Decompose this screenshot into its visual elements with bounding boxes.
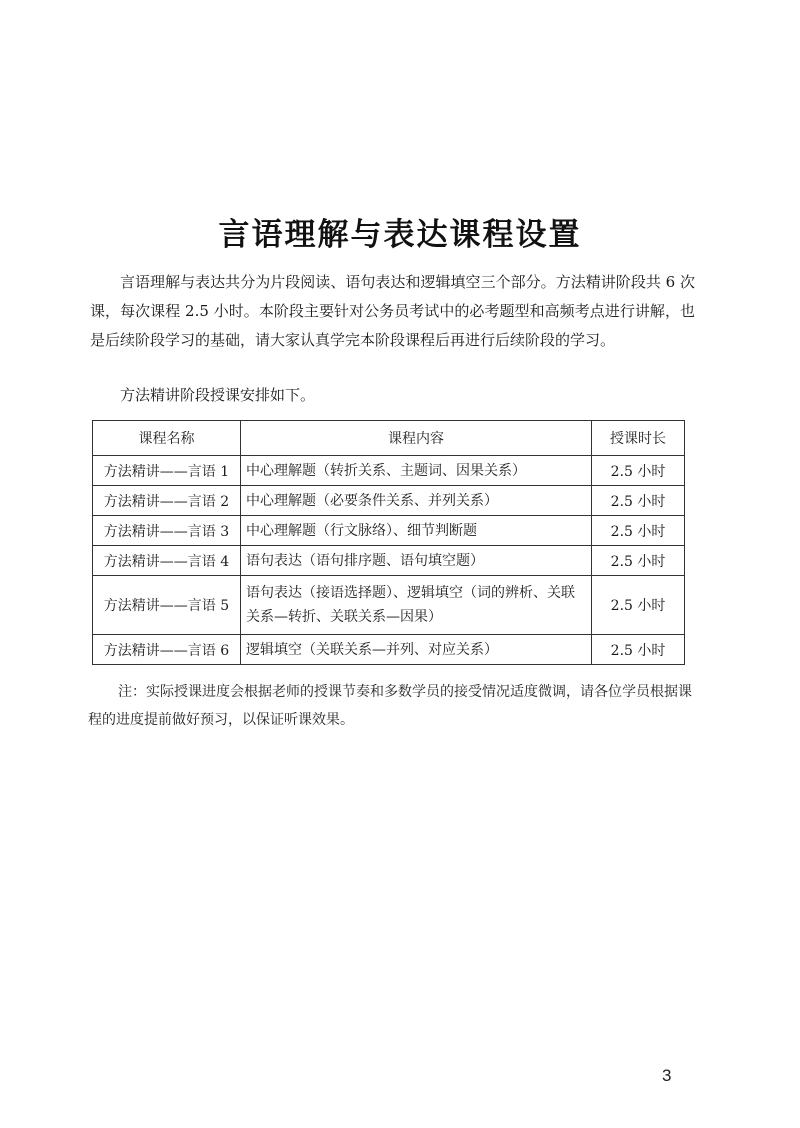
footnote: 注：实际授课进度会根据老师的授课节奏和多数学员的接受情况适度微调，请各位学员根据课程的进度提前做好预习，以保证听课效果。	[88, 684, 692, 728]
table-row	[93, 456, 685, 486]
arrangement-line: 方法精讲阶段授课安排如下。	[120, 386, 316, 404]
intro-paragraph: 言语理解与表达共分为片段阅读、语句表达和逻辑填空三个部分。方法精讲阶段共 6 次课，每次课程 2.5 小时。本阶段主要针对公务员考试中的必考题型和高频考点进行讲解，也是后续阶段学习的基础，请大家认真学完本阶段课程后再进行后续阶段的学习。	[90, 273, 695, 349]
course-hours-cell: 2.5 小时	[592, 486, 685, 516]
course-hours-cell: 2.5 小时	[592, 576, 685, 635]
course-schedule-table	[92, 420, 685, 665]
course-hours-cell: 2.5 小时	[592, 516, 685, 546]
table-row	[93, 635, 685, 665]
course-content-cell: 中心理解题（必要条件关系、并列关系）	[240, 486, 591, 516]
page-title: 言语理解与表达课程设置	[218, 216, 582, 253]
course-name-cell: 方法精讲——言语 4	[93, 546, 241, 576]
table-row	[93, 576, 685, 635]
course-name-cell: 方法精讲——言语 5	[93, 576, 241, 635]
course-name-cell: 方法精讲——言语 3	[93, 516, 241, 546]
course-content-cell: 语句表达（语句排序题、语句填空题）	[240, 546, 591, 576]
course-hours-cell: 2.5 小时	[592, 635, 685, 665]
table-row	[93, 516, 685, 546]
course-content-cell: 中心理解题（行文脉络）、细节判断题	[240, 516, 591, 546]
course-name-cell: 方法精讲——言语 1	[93, 456, 241, 486]
table-row	[93, 546, 685, 576]
course-name-cell: 方法精讲——言语 6	[93, 635, 241, 665]
course-content-cell: 逻辑填空（关联关系—并列、对应关系）	[240, 635, 591, 665]
course-hours-cell: 2.5 小时	[592, 546, 685, 576]
course-hours-cell: 2.5 小时	[592, 456, 685, 486]
table-header-row	[93, 421, 685, 456]
course-content-cell: 语句表达（接语选择题）、逻辑填空（词的辨析、关联关系—转折、关联关系—因果）	[240, 576, 591, 635]
header-course-name: 课程名称	[93, 421, 241, 456]
table-row	[93, 486, 685, 516]
header-course-hours: 授课时长	[592, 421, 685, 456]
course-content-cell: 中心理解题（转折关系、主题词、因果关系）	[240, 456, 591, 486]
header-course-content: 课程内容	[240, 421, 591, 456]
page-number: 3	[662, 1066, 672, 1085]
course-name-cell: 方法精讲——言语 2	[93, 486, 241, 516]
